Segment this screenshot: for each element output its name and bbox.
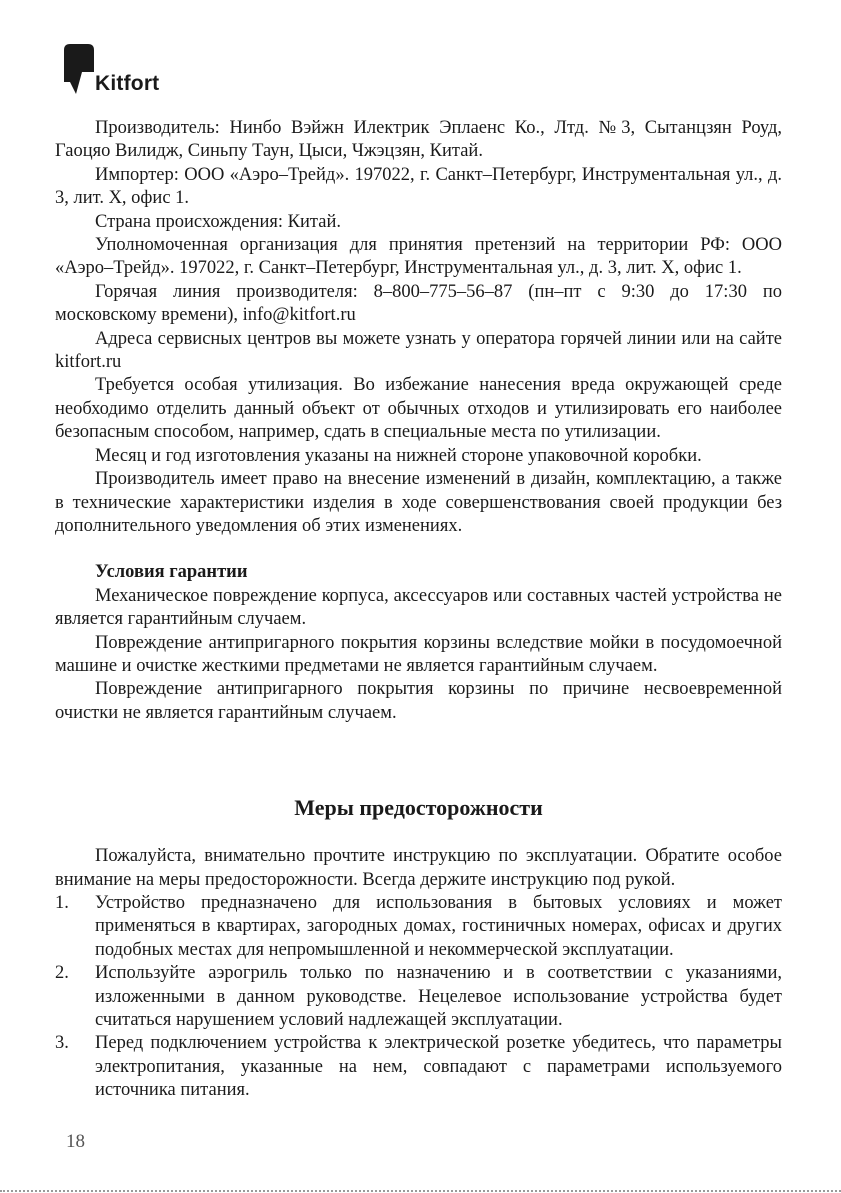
list-item-number: 2. xyxy=(55,963,69,984)
list-item-text: Перед подключением устройства к электрической розетке убедитесь, что параметры электропитания, указанные на нем, совпадают с параметрами используемого источника питания. xyxy=(95,1033,782,1101)
paragraph: Импортер: ООО «Аэро–Трейд». 197022, г. Санкт–Петербург, Инструментальная ул., д. 3, лит. Х, офис 1. xyxy=(55,164,782,209)
warranty-paragraph: Механическое повреждение корпуса, аксессуаров или составных частей устройства не является гарантийным случаем. xyxy=(55,585,782,630)
paragraph: Страна происхождения: Китай. xyxy=(95,211,341,232)
page-content xyxy=(55,117,782,1103)
list-item xyxy=(55,892,782,962)
paragraph: Адреса сервисных центров вы можете узнать у оператора горячей линии или на сайте kitfort.ru xyxy=(55,328,782,373)
page-bottom-rule xyxy=(0,1190,841,1192)
paragraph: Уполномоченная организация для принятия претензий на территории РФ: ООО «Аэро–Трейд». 197022, г. Санкт–Петербург, Инструментальная ул., д. 3, лит. Х, офис 1. xyxy=(55,235,782,279)
list-item-text: Используйте аэрогриль только по назначению и в соответствии с указаниями, изложенными в данном руководстве. Нецелевое использование устройства будет считаться нарушением условий надлежащей эксплуатации. xyxy=(95,963,782,1030)
list-item-text: Устройство предназначено для использования в бытовых условиях и может применяться в квартирах, загородных домах, гостиничных номерах, офисах и других подобных местах для непромышленной и некоммерческой эксплуатации. xyxy=(95,892,782,960)
paragraph: Производитель: Нинбо Вэйжн Илектрик Эплаенс Ко., Лтд. №3, Сытанцзян Роуд, Гаоцяо Вилидж, Синьпу Таун, Цыси, Чжэцзян, Китай. xyxy=(55,118,782,162)
list-item-number: 3. xyxy=(55,1033,69,1054)
warranty-heading: Условия гарантии xyxy=(95,562,248,583)
kitfort-flag-icon xyxy=(64,44,94,96)
hotline-text: Горячая линия производителя: 8–800–775–56–87 (пн–пт с 9:30 до 17:30 по московскому времени), info@kitfort.ru xyxy=(55,281,782,326)
spacer xyxy=(55,538,782,561)
list-item xyxy=(55,962,782,1032)
warranty-paragraph: Повреждение антипригарного покрытия корзины вследствие мойки в посудомоечной машине и очистке жесткими предметами не является гарантийным случаем. xyxy=(55,632,782,676)
precautions-intro: Пожалуйста, внимательно прочтите инструкцию по эксплуатации. Обратите особое внимание на меры предосторожности. Всегда держите инструкцию под рукой. xyxy=(55,846,782,890)
list-item-number: 1. xyxy=(55,892,69,913)
brand-name: Kitfort xyxy=(95,72,160,95)
warranty-paragraph: Повреждение антипригарного покрытия корзины по причине несвоевременной очистки не является гарантийным случаем. xyxy=(55,679,782,723)
precautions-list xyxy=(55,892,782,1103)
paragraph: Производитель имеет право на внесение изменений в дизайн, комплектацию, а также в технические характеристики изделия в ходе совершенствования своей продукции без дополнительного уведомления об этих изменениях. xyxy=(55,469,782,536)
list-item xyxy=(55,1032,782,1102)
precautions-title: Меры предосторожности xyxy=(294,795,543,821)
paragraph: Месяц и год изготовления указаны на нижней стороне упаковочной коробки. xyxy=(95,445,702,466)
paragraph xyxy=(55,281,782,328)
page-number: 18 xyxy=(66,1131,85,1152)
paragraph: Требуется особая утилизация. Во избежание нанесения вреда окружающей среде необходимо отделить данный объект от обычных отходов и утилизировать его наиболее безопасным способом, например, сдать в специальные места по утилизации. xyxy=(55,375,782,443)
brand-logo xyxy=(64,44,184,94)
